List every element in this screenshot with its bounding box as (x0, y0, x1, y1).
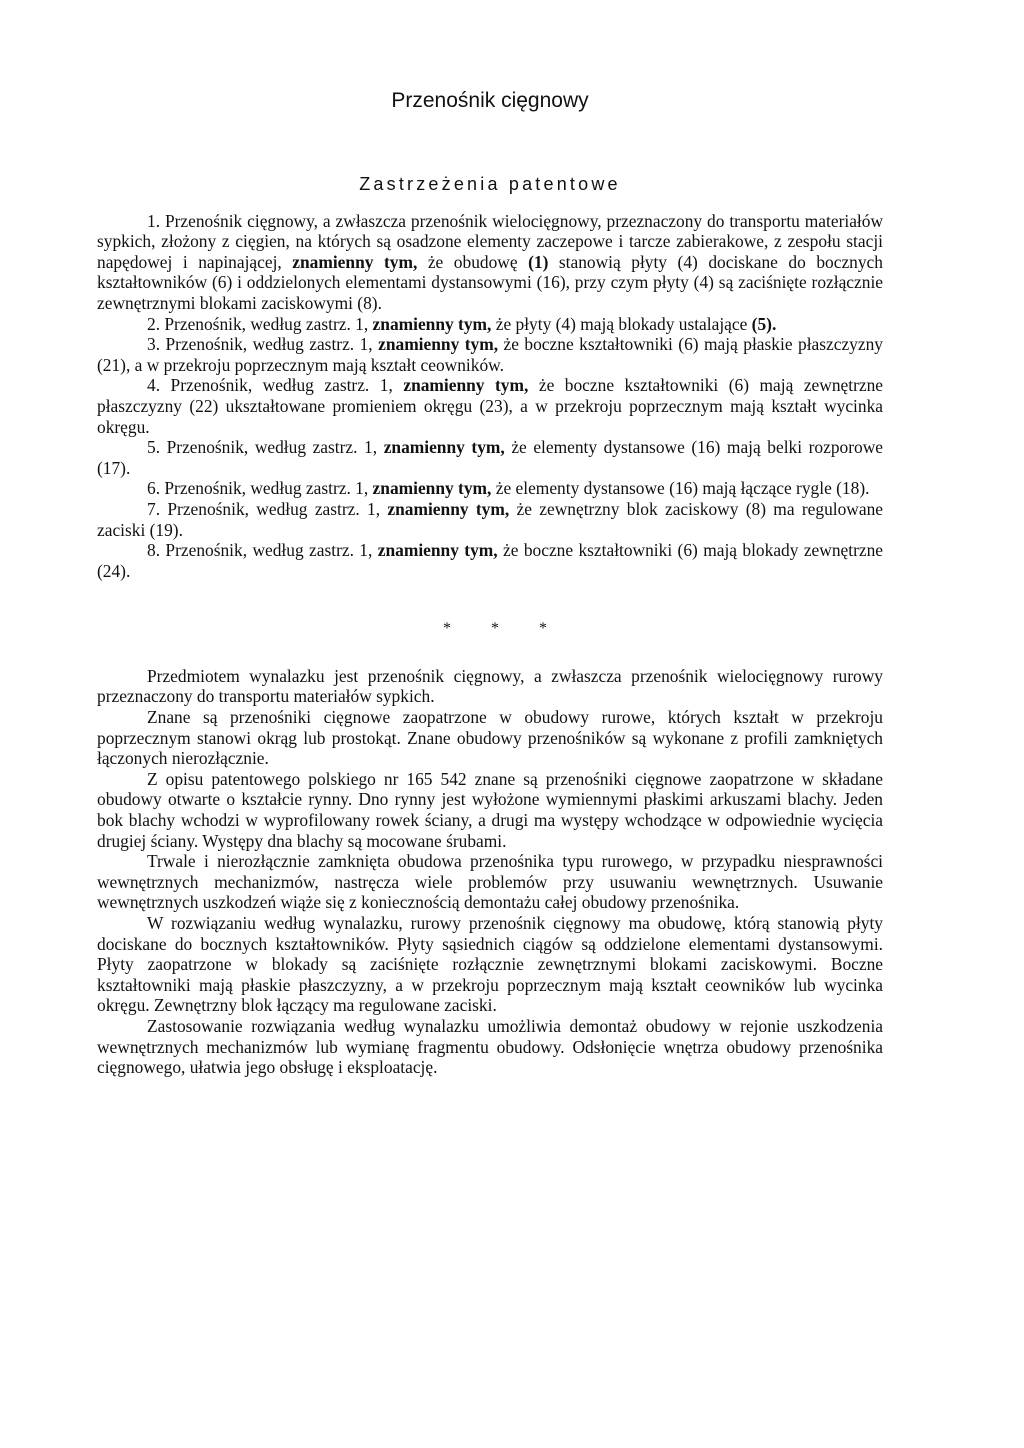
description-body (97, 666, 883, 1078)
claim-text: że elementy dystansowe (16) mają łączące rygle (18). (491, 478, 870, 499)
claim-7 (97, 499, 883, 540)
document-page (97, 88, 883, 1078)
claim-text: 2. Przenośnik, według zastrz. 1, (147, 313, 373, 334)
claim-text: że obudowę (417, 251, 529, 272)
document-title: Przenośnik cięgnowy (391, 89, 589, 112)
claim-text: stanowią płyty (4) dociskane do bocznych kształtowników (6) i oddzielonych elementami dystansowymi (16), przy czym płyty (4) są zaciśnięte rozłącznie zewnętrznymi blokami zaciskowymi (8). (97, 251, 883, 313)
claim-text: 3. Przenośnik, według zastrz. 1, (147, 334, 379, 355)
claim-text: że boczne kształtowniki (6) mają blokady zewnętrzne (24). (97, 540, 883, 581)
claim-keyword: znamienny tym, (383, 437, 505, 458)
claims-heading: Zastrzeżenia patentowe (359, 174, 621, 194)
description-paragraph: Z opisu patentowego polskiego nr 165 542 znane są przenośniki cięgnowe zaopatrzone w składane obudowy otwarte o kształcie rynny. Dno rynny jest wyłożone wymiennymi płaskimi arkuszami blachy. Jeden bok blachy wchodzi w wyprofilowany rowek ściany, a drugi ma występy wchodzące w odpowiednie wycięcia drugiej ściany. Występy dna blachy są mocowane śrubami. (97, 768, 883, 851)
claim-keyword: znamienny tym, (372, 313, 492, 334)
claim-6 (97, 478, 883, 499)
section-separator: * * * (443, 620, 565, 638)
claim-keyword: znamienny tym, (292, 251, 418, 272)
claim-keyword: znamienny tym, (372, 478, 492, 499)
claim-text: 5. Przenośnik, według zastrz. 1, (147, 437, 384, 458)
claim-text: 6. Przenośnik, według zastrz. 1, (147, 478, 373, 499)
claim-5 (97, 437, 883, 478)
description-paragraph: Przedmiotem wynalazku jest przenośnik cięgnowy, a zwłaszcza przenośnik wielocięgnowy rurowy przeznaczony do transportu materiałów sypkich. (97, 665, 883, 707)
description-paragraph: Trwale i nierozłącznie zamknięta obudowa przenośnika typu rurowego, w przypadku niesprawności wewnętrznych mechanizmów, nastręcza wiele problemów przy usuwaniu wewnętrznych. Usuwanie wewnętrznych uszkodzeń wiąże się z koniecznością demontażu całej obudowy przenośnika. (97, 851, 883, 913)
claim-4 (97, 375, 883, 437)
claim-reference: (5). (751, 313, 777, 334)
claim-keyword: znamienny tym, (387, 498, 510, 519)
claims-list (97, 211, 883, 582)
claim-keyword: znamienny tym, (378, 334, 499, 355)
description-paragraph: Zastosowanie rozwiązania według wynalazku umożliwia demontaż obudowy w rejonie uszkodzenia wewnętrznych mechanizmów lub wymianę fragmentu obudowy. Odsłonięcie wnętrza obudowy przenośnika cięgnowego, ułatwia jego obsługę i eksploatację. (97, 1015, 883, 1078)
claim-text: że zewnętrzny blok zaciskowy (8) ma regulowane zaciski (19). (97, 498, 883, 540)
claim-text: 7. Przenośnik, według zastrz. 1, (147, 498, 388, 519)
claim-text: 8. Przenośnik, według zastrz. 1, (147, 540, 378, 561)
claim-text: że elementy dystansowe (16) mają belki rozporowe (17). (97, 437, 883, 478)
claim-text: 4. Przenośnik, według zastrz. 1, (147, 375, 404, 396)
claim-1 (97, 211, 883, 314)
claim-text: 1. Przenośnik cięgnowy, a zwłaszcza przenośnik wielocięgnowy, przeznaczony do transportu materiałów sypkich, złożony z cięgien, na których są osadzone elementy zaczepowe i tarcze zabierakowe, z zespołu stacji napędowej i napinającej, (97, 210, 883, 272)
claim-keyword: znamienny tym, (403, 375, 529, 396)
claim-text: że boczne kształtowniki (6) mają płaskie płaszczyzny (21), a w przekroju poprzecznym mają kształt ceowników. (97, 334, 883, 375)
claim-8 (97, 540, 883, 581)
claim-keyword: znamienny tym, (377, 540, 498, 561)
claim-3 (97, 334, 883, 375)
claim-reference: (1) (528, 251, 549, 272)
description-paragraph: W rozwiązaniu według wynalazku, rurowy przenośnik cięgnowy ma obudowę, którą stanowią płyty dociskane do bocznych kształtowników. Płyty sąsiednich ciągów są oddzielone elementami dystansowymi. Płyty zaopatrzone w blokady są zaciśnięte rozłącznie zewnętrznymi blokami zaciskowymi. Boczne kształtowniki mają płaskie płaszczyzny, a w przekroju poprzecznym mają kształt ceowników lub wycinka okręgu. Zewnętrzny blok łączący ma regulowane zaciski. (97, 913, 883, 1016)
claim-text: że boczne kształtowniki (6) mają zewnętrzne płaszczyzny (22) ukształtowane promieniem okręgu (23), a w przekroju poprzecznym mają kształt wycinka okręgu. (97, 375, 883, 437)
claim-text: że płyty (4) mają blokady ustalające (491, 313, 752, 334)
claim-2 (97, 314, 883, 335)
description-paragraph: Znane są przenośniki cięgnowe zaopatrzone w obudowy rurowe, których kształt w przekroju poprzecznym stanowi okrąg lub prostokąt. Znane obudowy przenośników są wykonane z profili zamkniętych łączonych nierozłącznie. (97, 707, 883, 769)
